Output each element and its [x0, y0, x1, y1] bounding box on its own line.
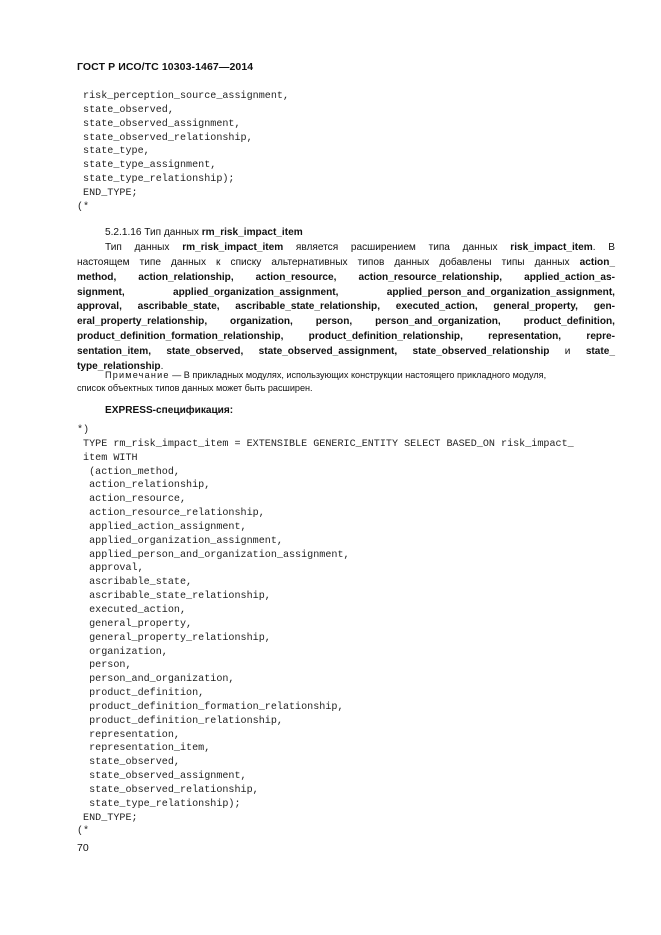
code-line: product_definition_formation_relationship,	[77, 701, 344, 713]
code-line: applied_action_assignment,	[77, 521, 247, 533]
note-dash: —	[169, 370, 184, 380]
code-line: product_definition,	[77, 688, 205, 700]
text-run: .	[160, 361, 164, 373]
note-block	[77, 369, 615, 396]
paragraph-line	[77, 241, 615, 256]
code-line: state_type,	[77, 146, 150, 158]
code-line: state_type_relationship);	[77, 798, 241, 810]
code-line: applied_person_and_organization_assignment,	[77, 549, 350, 561]
paragraph-line	[77, 300, 615, 315]
code-line: action_resource,	[77, 494, 187, 506]
code-line: (action_method,	[77, 466, 180, 478]
note-text: В прикладных модулях, использующих конструкции настоящего прикладного модуля,	[183, 370, 547, 380]
code-line: general_property_relationship,	[77, 632, 271, 644]
note-line	[77, 382, 615, 395]
code-line: state_type_relationship);	[77, 174, 235, 186]
code-line: representation,	[77, 729, 180, 741]
text-run: и	[549, 346, 586, 358]
type-list: approval, ascribable_state, ascribable_state_relationship, executed_action, general_property, gen-	[77, 301, 615, 313]
type-list: sentation_item, state_observed, state_observed_assignment, state_observed_relationship	[77, 346, 550, 358]
code-line: action_relationship,	[77, 480, 211, 492]
code-line: risk_perception_source_assignment,	[77, 91, 290, 102]
code-line: state_observed_relationship,	[77, 784, 259, 796]
section-heading	[77, 226, 615, 241]
text-run: . В	[592, 241, 616, 253]
code-line: product_definition_relationship,	[77, 715, 283, 727]
code-line: *)	[77, 425, 90, 436]
code-line: END_TYPE;	[77, 812, 138, 824]
code-block-express	[77, 424, 574, 839]
code-line: state_observed_relationship,	[77, 132, 253, 144]
code-line: applied_organization_assignment,	[77, 535, 283, 547]
code-line: action_resource_relationship,	[77, 508, 265, 520]
code-line: executed_action,	[77, 604, 187, 616]
code-line: person,	[77, 660, 132, 672]
code-line: ascribable_state_relationship,	[77, 591, 271, 603]
text-run: Тип данных	[105, 241, 183, 253]
paragraph-line	[77, 345, 615, 360]
code-line: (*	[77, 826, 90, 838]
code-line: END_TYPE;	[77, 187, 138, 199]
express-heading-text: EXPRESS-спецификация:	[105, 405, 234, 416]
section-heading-prefix: 5.2.1.16 Тип данных	[105, 227, 202, 238]
text-run: настоящем типе данных к списку альтернативных типов данных добавлены типы данных	[77, 256, 580, 268]
type-name: state_	[585, 346, 615, 358]
paragraph-line	[77, 256, 615, 271]
type-name: action_	[579, 256, 615, 268]
code-line: TYPE rm_risk_impact_item = EXTENSIBLE GENERIC_ENTITY SELECT BASED_ON risk_impact_	[77, 438, 574, 450]
code-line: person_and_organization,	[77, 674, 235, 686]
code-line: general_property,	[77, 618, 193, 630]
paragraph-line	[77, 330, 615, 345]
code-line: state_observed,	[77, 104, 174, 116]
type-list: method, action_relationship, action_resource, action_resource_relationship, applied_action_as-	[77, 271, 615, 283]
type-list: signment, applied_organization_assignment, applied_person_and_organization_assignment,	[77, 286, 615, 298]
express-heading	[77, 404, 615, 419]
code-line: approval,	[77, 563, 144, 575]
code-line: item WITH	[77, 452, 138, 464]
paragraph-line	[77, 271, 615, 286]
code-block-top	[77, 90, 289, 215]
code-line: state_observed,	[77, 757, 180, 769]
code-line: state_observed_assignment,	[77, 771, 247, 783]
note-label: Примечание	[105, 370, 170, 380]
section-heading-type-name: rm_risk_impact_item	[201, 227, 303, 238]
page-number: 70	[77, 842, 89, 854]
paragraph-line	[77, 315, 615, 330]
paragraph-line	[77, 286, 615, 301]
type-list: eral_property_relationship, organization, person, person_and_organization, product_definition,	[77, 316, 615, 328]
type-name: rm_risk_impact_item	[182, 241, 284, 253]
type-name: risk_impact_item	[510, 241, 593, 253]
code-line: representation_item,	[77, 743, 211, 755]
code-line: state_observed_assignment,	[77, 118, 241, 130]
text-run: является расширением типа данных	[283, 241, 511, 253]
note-line	[77, 369, 615, 382]
code-line: state_type_assignment,	[77, 160, 217, 172]
code-line: ascribable_state,	[77, 577, 193, 589]
note-text: список объектных типов данных может быть расширен.	[77, 383, 313, 394]
code-line: (*	[77, 201, 90, 213]
type-list: product_definition_formation_relationship, product_definition_relationship, representation, repre-	[77, 331, 615, 343]
type-name: type_relationship	[77, 361, 161, 373]
document-header: ГОСТ Р ИСО/ТС 10303-1467—2014	[77, 61, 254, 73]
section-body	[77, 226, 615, 375]
code-line: organization,	[77, 646, 168, 658]
